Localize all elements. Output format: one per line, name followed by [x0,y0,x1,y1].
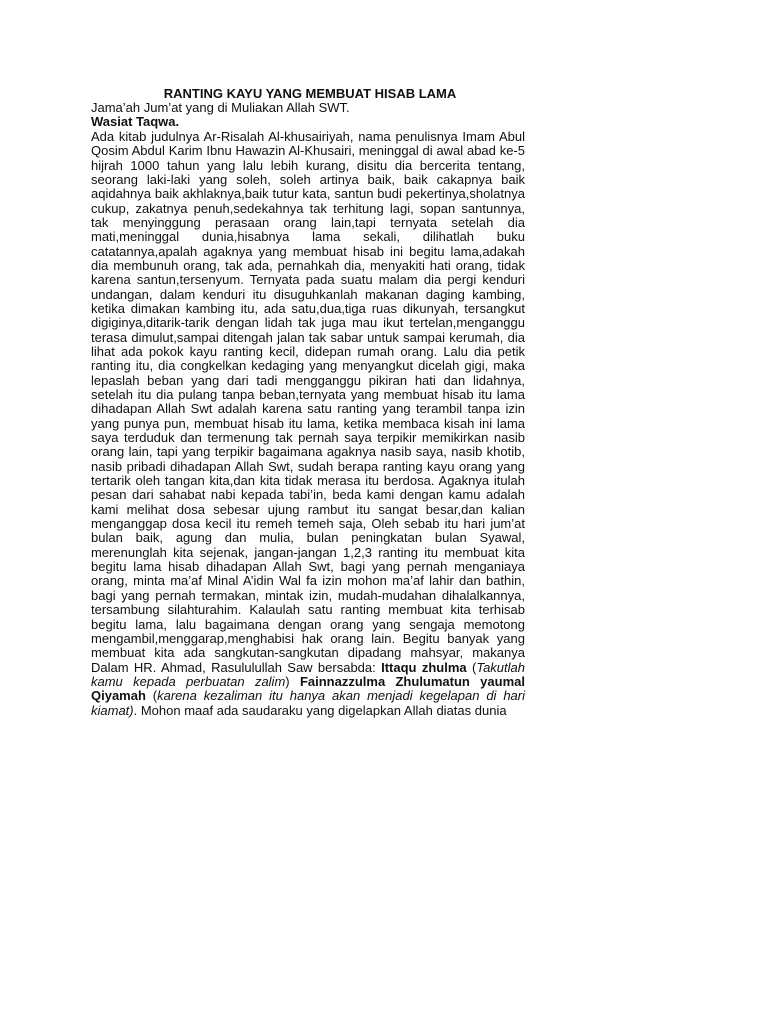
hadith-arabic-1: Ittaqu zhulma [381,659,467,675]
body-main-text: Ada kitab judulnya Ar-Risalah Al-khusairiyah, nama penulisnya Imam Abul Qosim Abdul Karim Ibnu Hawazin Al-Khusairi, meninggal di awal abad ke-5 hijrah 1000 tahun yang lalu lebih kurang, disitu dia bercerita tentang, seorang laki-laki yang soleh, soleh artinya baik, baik cakapnya baik aqidahnya baik akhlaknya,baik tutur kata, santun budi pekertinya,sholatnya cukup, zakatnya penuh,sedekahnya tak terhitung lagi, sopan santunnya, tak menyinggung perasaan orang lain,tapi ternyata setelah dia mati,meninggal dunia,hisabnya lama sekali, dilihatlah buku catatannya,apalah agaknya yang membuat hisab ini begitu lama,adakah dia membunuh orang, tak ada, pernahkah dia, menyakiti hati orang, tidak karena santun,tersenyum. Ternyata pada suatu malam dia pergi kenduri undangan, dalam kenduri itu disuguhkanlah makanan daging kambing, ketika dimakan kambing itu, ada satu,dua,tiga ruas dikunyah, tersangkut digiginya,ditarik-tarik dengan lidah tak juga mau ikut tertelan,menganggu terasa dimulut,sampai ditengah jalan tak sabar untuk sampai kerumah, dia lihat ada pokok kayu ranting kecil, didepan rumah orang. Lalu dia petik ranting itu, dia congkelkan kedaging yang menyangkut dicelah gigi, maka lepaslah beban yang dari tadi mengganggu pikiran hati dan lidahnya, setelah itu dia pulang tanpa beban,ternyata yang membuat hisab itu lama dihadapan Allah Swt adalah karena satu ranting yang terambil tanpa izin yang punya pun, membuat hisab itu lama, ketika membaca kisah ini lama saya terduduk dan termenung tak pernah saya terpikir memikirkan nasib orang lain, tapi yang terpikir bagaimana agaknya nasib saya, nasib khotib, nasib pribadi dihadapan Allah Swt, sudah berapa ranting kayu orang yang tertarik oleh tangan kita,dan kita tidak merasa itu berdosa. Agaknya itulah pesan dari sahabat nabi kepada tabi’in, beda kami dengan kamu adalah kami melihat dosa sebesar ujung rambut itu sangat besar,dan kalian menganggap dosa kecil itu remeh temeh saja, Oleh sebab itu hari jum’at bulan baik, agung dan mulia, bulan peningkatan bulan Syawal, merenunglah kita sejenak, jangan-jangan 1,2,3 ranting itu membuat kita begitu lama hisab dihadapan Allah Swt, bagi yang pernah menganiaya orang, minta ma’af Minal A’idin Wal fa izin mohon ma’af lahir dan bathin, bagi yang pernah termakan, mintak izin, mudah-mudahan dihalalkannya, tersambung silahturahim. Kalaulah satu ranting membuat kita terhisab begitu lama, lalu bagaimana dengan orang yang sengaja memotong mengambil,menggarap,menghabisi hak orang lain. Begitu banyak yang membuat kita ada sangkutan-sangkutan dipadang mahsyar, makanya Dalam HR. Ahmad, Rasululullah Saw bersabda: [91,128,525,675]
hadith-meaning-1: Takutlah kamu kepada perbuatan zalim [91,659,525,689]
document-title: RANTING KAYU YANG MEMBUAT HISAB LAMA [163,86,457,101]
greeting-line: Jama’ah Jum’at yang di Muliakan Allah SWT. [91,100,350,115]
hadith-arabic-2: Fainnazzulma Zhulumatun yaumal Qiyamah [91,673,525,704]
hadith-meaning-2: karena kezaliman itu hanya akan menjadi kegelapan di hari kiamat) [91,688,525,718]
document-page [91,86,525,718]
body-paragraph [91,130,525,718]
section-heading: Wasiat Taqwa. [91,114,180,130]
body-end-text: . Mohon maaf ada saudaraku yang digelapkan Allah diatas dunia [133,702,507,718]
paren-open-2: ( [145,688,158,704]
paren-open-1: ( [466,659,477,675]
paren-close-1: ) [285,673,300,689]
